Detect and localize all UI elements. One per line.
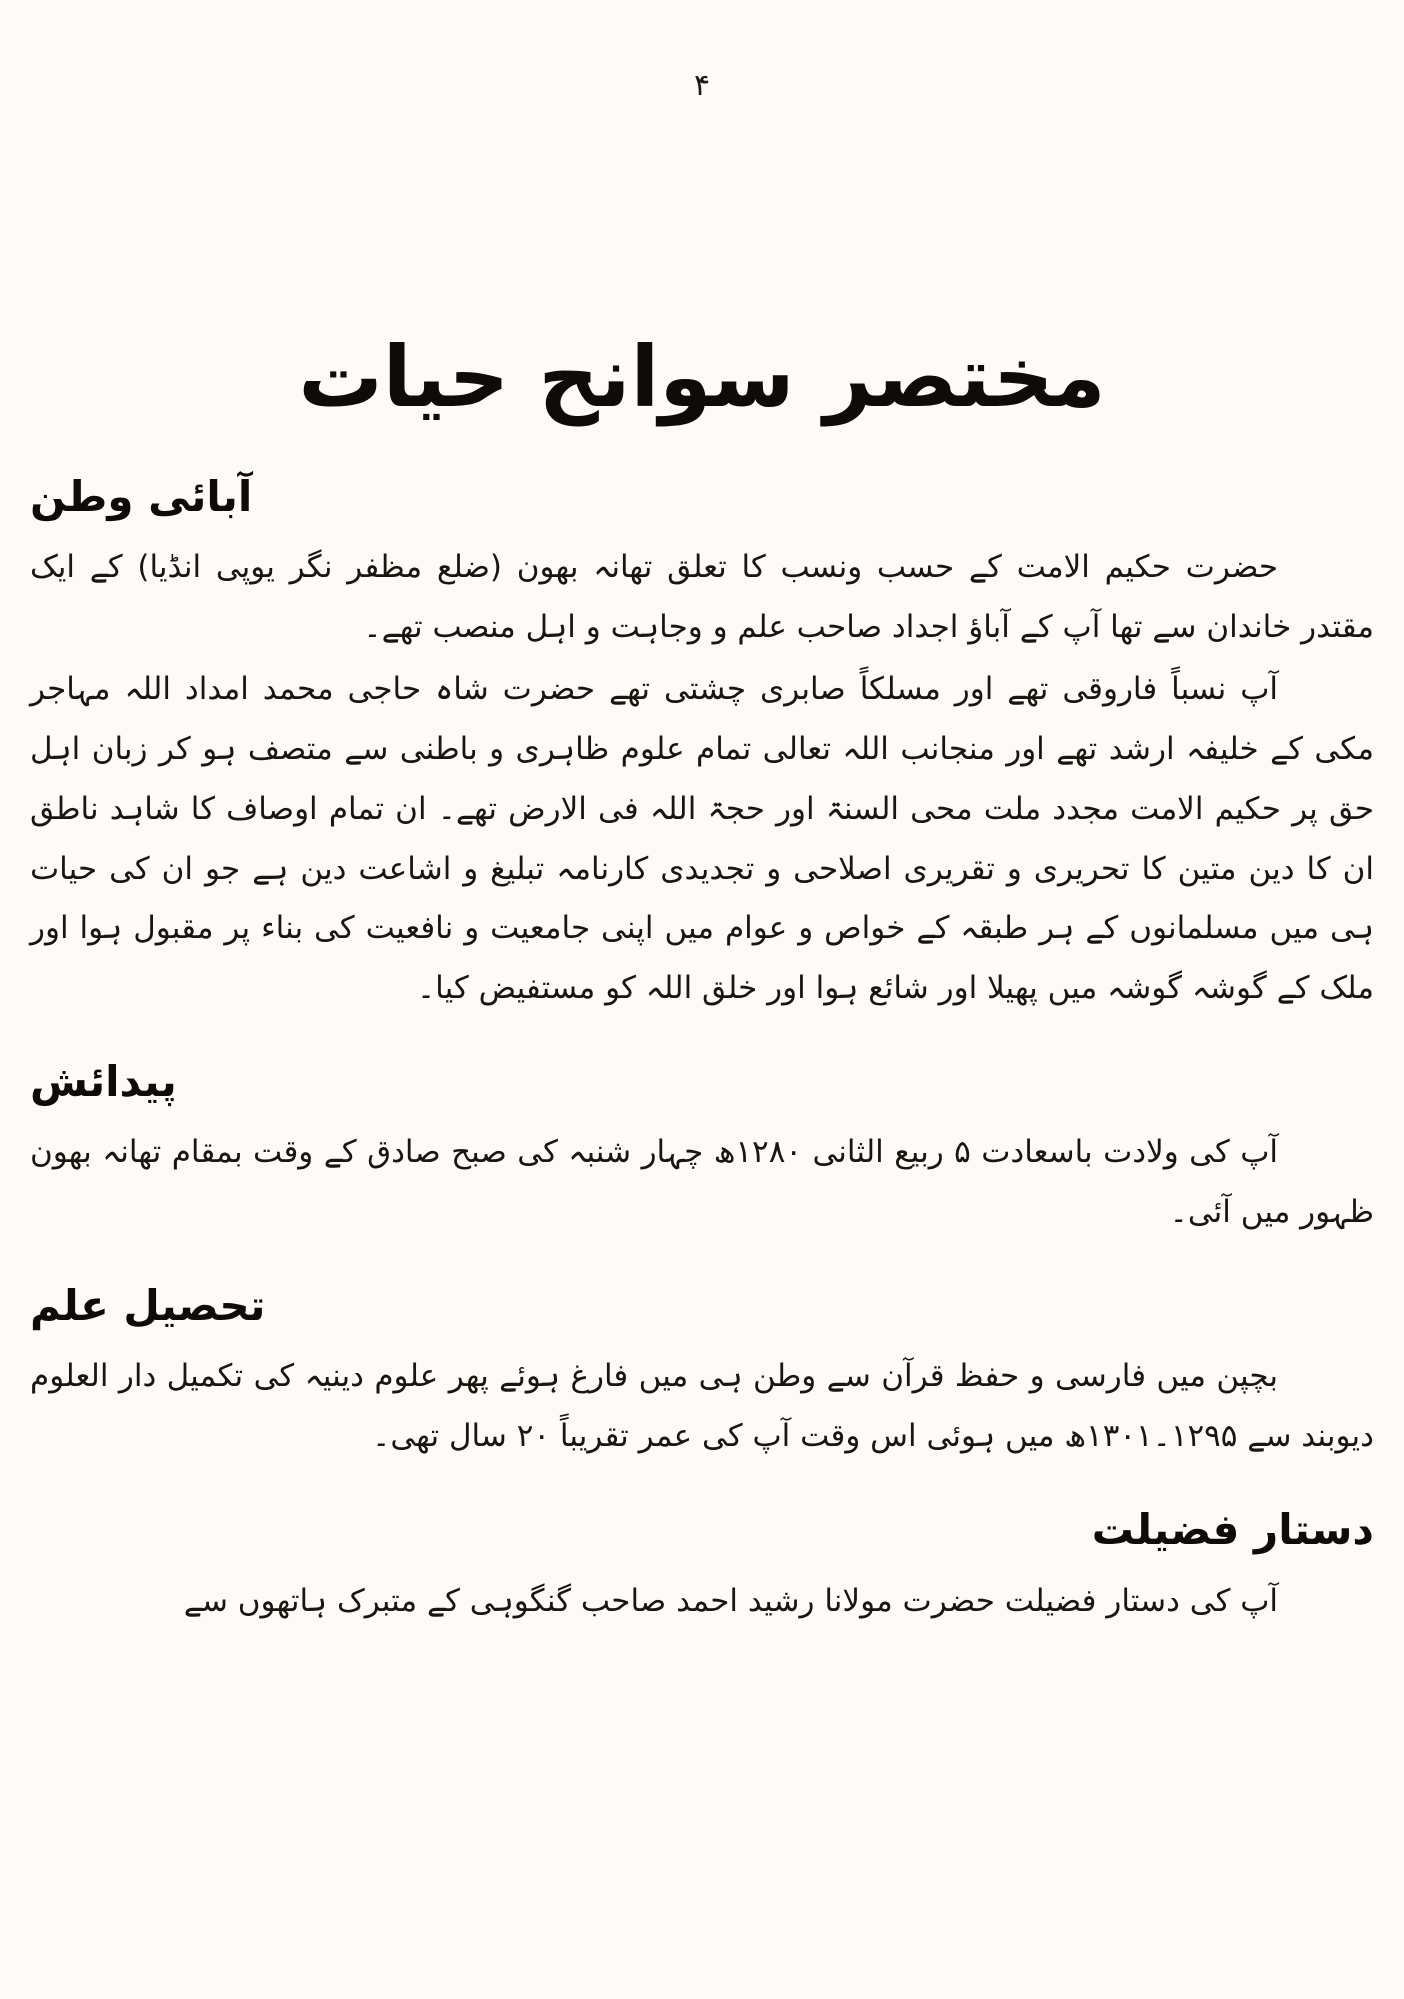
paragraph: بچپن میں فارسی و حفظ قرآن سے وطن ہی میں فارغ ہوئے پھر علوم دینیہ کی تکمیل دار العلوم دیوبند سے ۱۲۹۵۔۱۳۰۱ھ میں ہوئی اس وقت آپ کی عمر تقریباً ۲۰ سال تھی۔ [30,1358,1374,1455]
page-title: مختصر سوانح حیات [298,328,1106,426]
section-ancestral-homeland [30,472,1374,1019]
paragraph: حضرت حکیم الامت کے حسب ونسب کا تعلق تھانہ بھون (ضلع مظفر نگر یوپی انڈیا) کے ایک مقتدر خاندان سے تھا آپ کے آباؤ اجداد صاحب علم و وجاہت و اہل منصب تھے۔ [30,549,1374,646]
section-dastar-fazilat [30,1505,1374,1631]
section-heading-birth: پیدائش [30,1057,177,1107]
paragraph: آپ نسباً فاروقی تھے اور مسلکاً صابری چشتی تھے حضرت شاہ حاجی محمد امداد اللہ مہاجر مکی کے خلیفہ ارشد تھے اور منجانب اللہ تعالی تمام علوم ظاہری و باطنی سے متصف ہو کر زبان اہل حق پر حکیم الامت مجدد ملت محی السنۃ اور حجۃ اللہ فی الارض تھے۔ ان تمام اوصاف کا شاہد ناطق ان کا دین متین کا تحریری و تقریری اصلاحی و تجدیدی کارنامہ تبلیغ و اشاعت دین ہے جو ان کی حیات ہی میں مسلمانوں کے ہر طبقہ کے خواص و عوام میں اپنی جامعیت و نافعیت کی بناء پر مقبول ہوا اور ملک کے گوشہ گوشہ میں پھیلا اور شائع ہوا اور خلق اللہ کو مستفیض کیا۔ [30,671,1374,1007]
section-birth [30,1057,1374,1243]
section-education [30,1281,1374,1467]
section-heading-education: تحصیل علم [30,1281,266,1331]
page-number: ۴ [693,68,711,103]
paragraph: آپ کی ولادت باسعادت ۵ ربیع الثانی ۱۲۸۰ھ چہار شنبہ کی صبح صادق کے وقت بمقام تھانہ بھون ظہور میں آئی۔ [30,1134,1374,1231]
section-heading-dastar-fazilat: دستار فضیلت [1091,1505,1374,1555]
paragraph: آپ کی دستار فضیلت حضرت مولانا رشید احمد صاحب گنگوہی کے متبرک ہاتھوں سے [183,1582,1278,1619]
section-heading-ancestral-homeland: آبائی وطن [30,472,253,521]
